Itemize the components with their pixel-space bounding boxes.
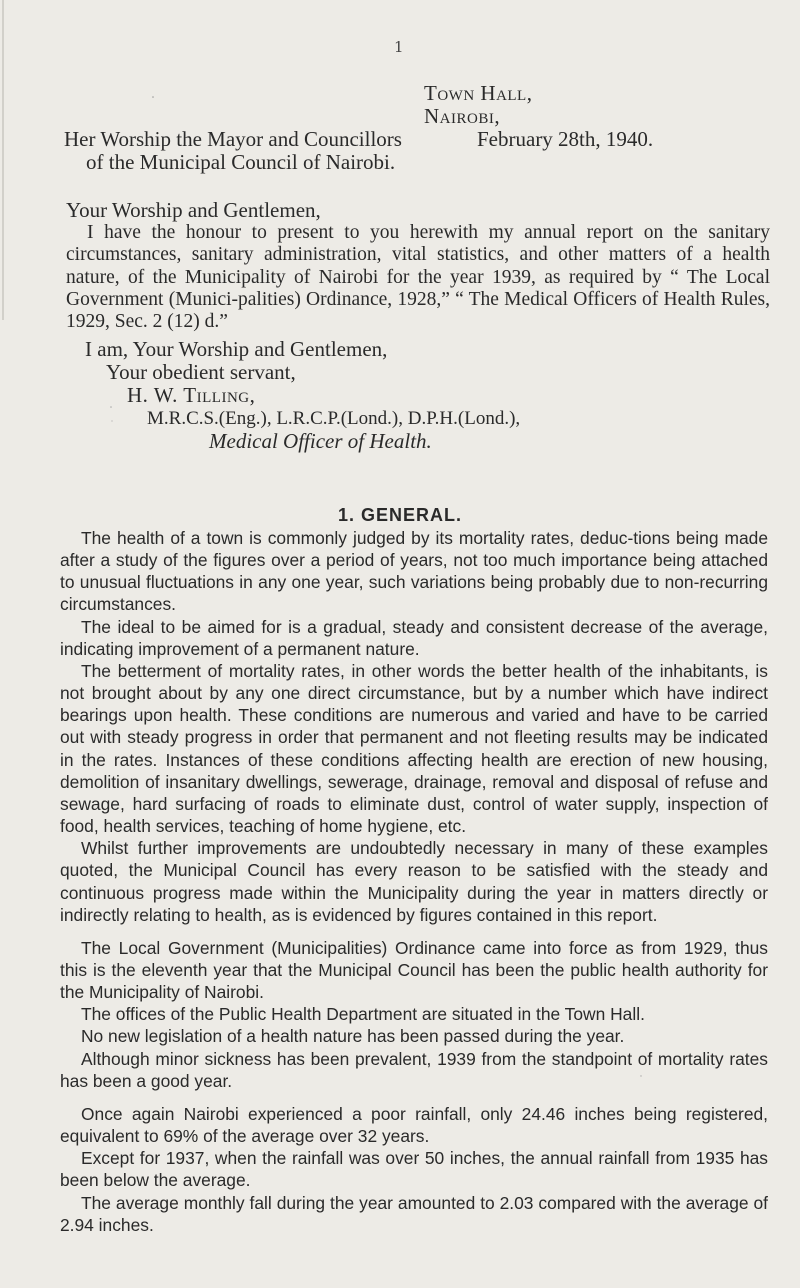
signature-name: H. W. Tilling,	[127, 383, 256, 407]
recipient-line-1: Her Worship the Mayor and Councillors	[64, 127, 402, 151]
body-paragraph: The average monthly fall during the year amounted to 2.03 compared with the average of 2.94 inches.	[60, 1192, 768, 1235]
closing-line-2: Your obedient servant,	[106, 360, 296, 384]
section-heading: 1. GENERAL.	[337, 505, 463, 525]
body-paragraph: The offices of the Public Health Department are situated in the Town Hall.	[81, 1004, 645, 1025]
section-body	[60, 527, 768, 1236]
body-paragraph: Except for 1937, when the rainfall was over 50 inches, the annual rainfall from 1935 has been below the average.	[60, 1148, 768, 1191]
address-line-city: Nairobi,	[424, 104, 501, 128]
salutation: Your Worship and Gentlemen,	[66, 198, 321, 222]
paper-speck	[152, 96, 154, 98]
body-paragraph: Although minor sickness has been prevalent, 1939 from the standpoint of mortality rates has been a good year.	[60, 1048, 768, 1091]
recipient-line-2: of the Municipal Council of Nairobi.	[86, 150, 396, 174]
address-line-town-hall: Town Hall,	[424, 81, 533, 105]
recipient-block	[64, 128, 402, 174]
body-paragraph: Once again Nairobi experienced a poor rainfall, only 24.46 inches being registered, equivalent to 69% of the average over 32 years.	[60, 1103, 768, 1147]
body-paragraph: The ideal to be aimed for is a gradual, steady and consistent decrease of the average, indicating improvement of a permanent nature.	[60, 616, 768, 659]
body-paragraph: The Local Government (Municipalities) Ordinance came into force as from 1929, thus this is the eleventh year that the Municipal Council has been the public health authority for the Municipality of Nairobi.	[60, 937, 768, 1003]
signature-qualifications: M.R.C.S.(Eng.), L.R.C.P.(Lond.), D.P.H.(Lond.),	[147, 408, 521, 429]
body-paragraph: Whilst further improvements are undoubtedly necessary in many of these examples quoted, the Municipal Council has every reason to be satisfied with the steady and continuous progress made within the Municipality during the year in matters directly or indirectly relating to health, as is evidenced by figures contained in this report.	[60, 838, 768, 925]
body-paragraph: No new legislation of a health nature has been passed during the year.	[81, 1026, 625, 1047]
letter-date: February 28th, 1940.	[477, 127, 654, 151]
body-paragraph: The health of a town is commonly judged by its mortality rates, deduc-tions being made after a study of the figures over a period of years, not too much importance being attached to unusual fluctuations in any one year, such variations being probably due to non-recurring circumstances.	[60, 528, 768, 615]
closing-line-1: I am, Your Worship and Gentlemen,	[85, 337, 388, 361]
sender-address	[424, 82, 653, 151]
closing-block	[85, 338, 520, 453]
signature-title: Medical Officer of Health.	[209, 429, 432, 453]
page-number: 1	[394, 38, 404, 56]
body-paragraph: The betterment of mortality rates, in other words the better health of the inhabitants, is not brought about by any one direct circumstance, but by a number which have indirect bearings upon health. These conditions are numerous and varied and have to be carried out with steady progress in order that permanent and not fleeting results may be indicated in the rates. Instances of these conditions affecting health are erection of new housing, demolition of insanitary dwellings, sewerage, drainage, removal and disposal of refuse and sewage, hard surfacing of roads to eliminate dust, control of water supply, inspection of food, health services, teaching of home hygiene, etc.	[60, 660, 768, 837]
intro-paragraph: I have the honour to present to you herewith my annual report on the sanitary circumstances, sanitary administration, vital statistics, and other matters of a health nature, of the Municipality of Nairobi for the year 1939, as required by “ The Local Government (Munici-palities) Ordinance, 1928,” “ The Medical Officers of Health Rules, 1929, Sec. 2 (12) d.”	[66, 222, 770, 333]
